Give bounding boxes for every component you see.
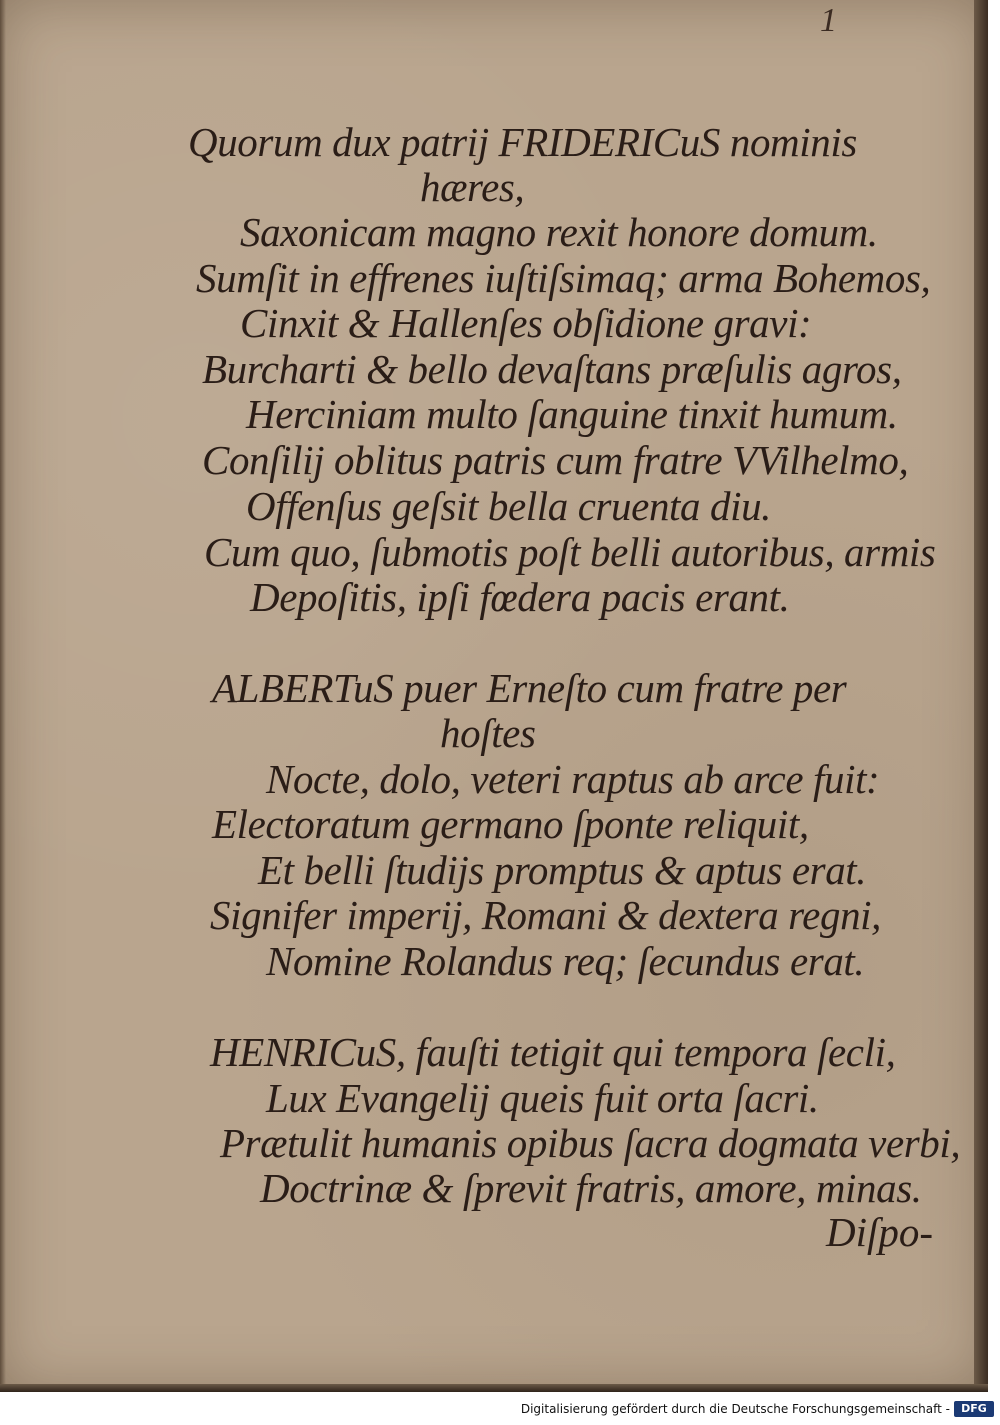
verse-line: ALBERTuS puer Erneſto cum fratre per: [212, 665, 847, 711]
footer-bar: [0, 1392, 1000, 1425]
verse-line: Nocte, dolo, veteri raptus ab arce fuit:: [266, 756, 880, 802]
verse-line: Herciniam multo ſanguine tinxit humum.: [246, 391, 898, 437]
verse-line: hæres,: [420, 164, 525, 210]
verse-line: Sumſit in effrenes iuſtiſsimaq; arma Bohemos,: [196, 255, 931, 301]
funding-notice: Digitalisierung gefördert durch die Deutsche Forschungsgemeinschaft -: [520, 1402, 950, 1416]
verse-line: Electoratum germano ſponte reliquit,: [212, 801, 809, 847]
verse-line: Depoſitis, ipſi fœdera pacis erant.: [250, 574, 790, 620]
verse-line: Burcharti & bello devaſtans præſulis agros,: [202, 346, 902, 392]
page-right-edge: [974, 0, 988, 1392]
catchword: Diſpo-: [826, 1209, 934, 1255]
verse-line: Nomine Rolandus req; ſecundus erat.: [266, 938, 865, 984]
verse-line: Doctrinæ & ſprevit fratris, amore, minas.: [260, 1165, 922, 1211]
verse-line: Prætulit humanis opibus ſacra dogmata verbi,: [220, 1120, 961, 1166]
verse-line: Cum quo, ſubmotis poſt belli autoribus, armis: [204, 529, 936, 575]
verse-line: Conſilij oblitus patris cum fratre VVilhelmo,: [202, 437, 909, 483]
verse-line: hoſtes: [440, 710, 536, 756]
verse-line: Cinxit & Hallenſes obſidione gravi:: [240, 300, 812, 346]
folio-mark: 1: [820, 2, 837, 39]
verse-line: Signifer imperij, Romani & dextera regni,: [210, 892, 882, 938]
dfg-logo: DFG: [954, 1401, 994, 1417]
page-bottom-edge: [0, 1384, 988, 1392]
verse-line: Offenſus geſsit bella cruenta diu.: [246, 483, 772, 529]
verse-line: Quorum dux patrij FRIDERICuS nominis: [188, 119, 857, 165]
verse-line: Saxonicam magno rexit honore domum.: [240, 209, 878, 255]
verse-line: Et belli ſtudijs promptus & aptus erat.: [258, 847, 867, 893]
page-left-edge: [0, 0, 6, 1392]
verse-line: Lux Evangelij queis fuit orta ſacri.: [266, 1075, 819, 1121]
verse-line: HENRICuS, fauſti tetigit qui tempora ſecli,: [210, 1029, 896, 1075]
